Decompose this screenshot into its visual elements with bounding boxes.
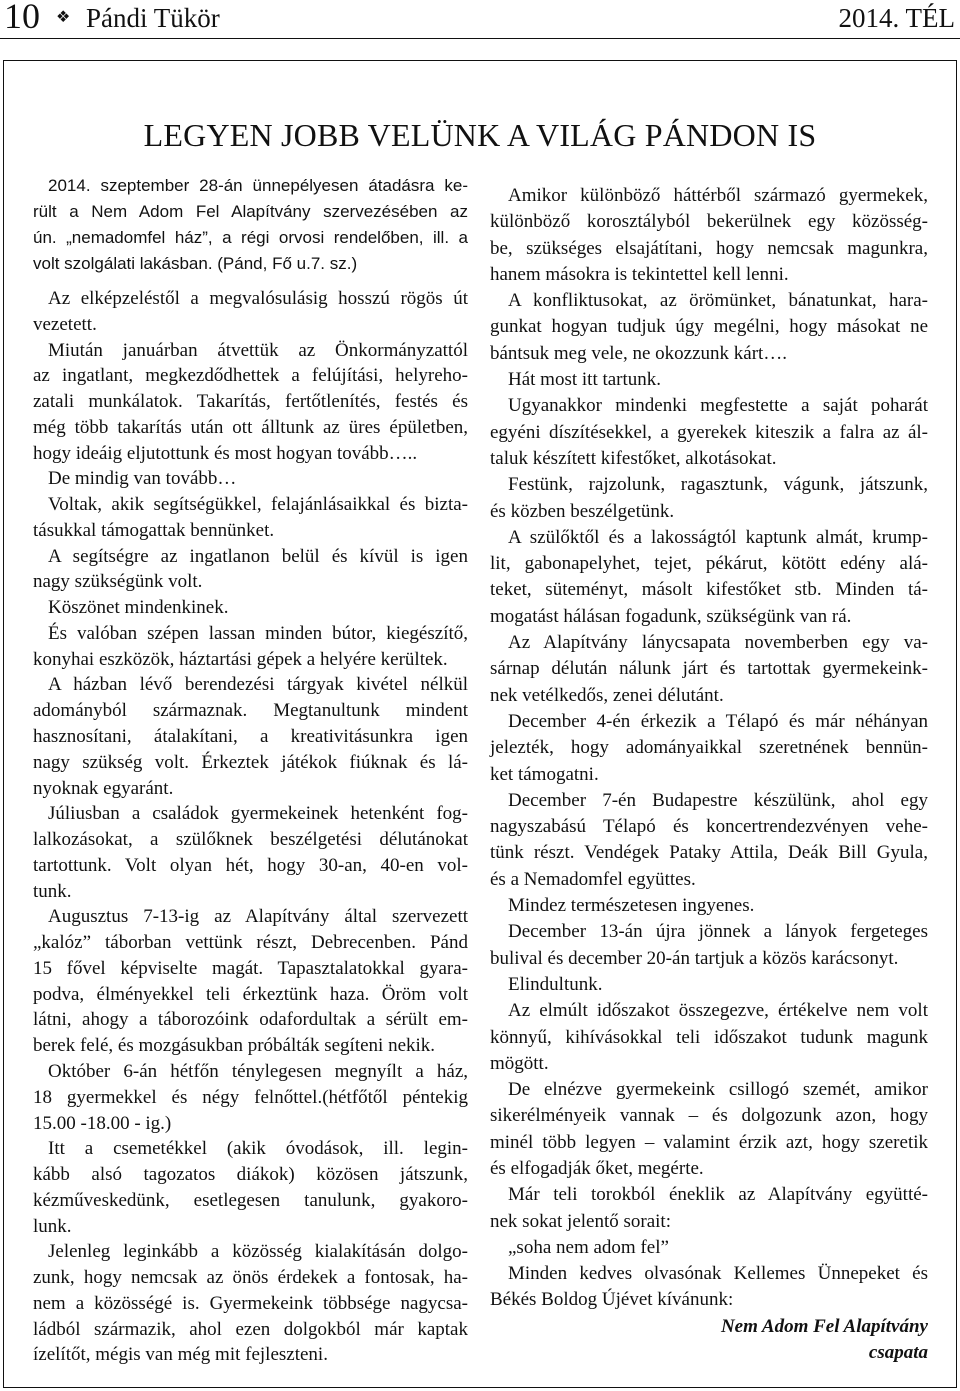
text-line: Október 6-án hétfőn ténylegesen megnyílt a ház, (48, 1060, 468, 1082)
text-line: Festünk, rajzolunk, ragasztunk, vágunk, játszunk, (508, 474, 928, 496)
text-line: az ingatlant, megkezdődhettek a felújítási, helyreho- (33, 365, 468, 387)
text-line: hogy ideáig eljutottunk és most hogyan tovább….. (33, 442, 418, 464)
paragraph (490, 525, 928, 630)
text-line: Köszönet mindenkinek. (48, 597, 229, 619)
text-line: rült a Nem Adom Fel Alapítvány szervezésében az (33, 202, 468, 221)
paragraph (33, 801, 468, 904)
paragraph (33, 173, 468, 277)
text-line: egyéni díszítésekkel, a gyerekek kiteszik a falra az ál- (490, 421, 928, 443)
text-line: Jelenleg leginkább a közösség kialakításán dolgo- (48, 1241, 468, 1263)
text-line: könnyű, kihívásokkal teli időszakot tudunk magunk (490, 1026, 928, 1048)
text-line: kézműveskedünk, esetlegesen tanulunk, gyakoro- (33, 1189, 468, 1211)
right-column (490, 183, 928, 1366)
text-line: lalkozásokat, a szülőknek beszélgetési délutánokat (33, 829, 468, 851)
text-line: És valóban szépen lassan minden bútor, kiegészítő, (48, 622, 468, 644)
paragraph (33, 338, 468, 467)
text-line: nek vetélkedős, zenei délutánt. (490, 684, 724, 706)
text-line: 15 fővel képviselte magát. Tapasztalatokkal gyara- (33, 957, 468, 979)
publication-name: Pándi Tükör (86, 3, 220, 33)
text-line: Amikor különböző háttérből származó gyermekek, (508, 185, 928, 206)
text-line: bántsuk meg vele, ne okozzunk kárt…. (490, 342, 788, 364)
paragraph (490, 630, 928, 709)
paragraph (33, 672, 468, 801)
paragraph (490, 1182, 928, 1235)
paragraph (33, 544, 468, 596)
paragraph (490, 893, 928, 919)
text-line: nagy szükségünk volt. (33, 571, 203, 593)
text-line: ket támogatni. (490, 763, 599, 785)
text-line: bulival és december 20-án tartjuk a közös karácsonyt. (490, 947, 899, 969)
text-line: A szülőktől és a lakosságtól kaptunk almát, krump- (508, 526, 928, 548)
text-line: Minden kedves olvasónak Kellemes Ünnepeket és (508, 1263, 928, 1285)
text-line: különböző korosztályból bekerülnek egy közösség- (490, 211, 928, 233)
text-line: A házban lévő berendezési tárgyak kivétel nélkül (48, 674, 468, 696)
paragraph (490, 972, 928, 998)
text-line: nek sokat jelentő sorait: (490, 1210, 671, 1232)
text-line: berek felé, és mozgásukban próbálták segíteni nekik. (33, 1035, 436, 1057)
text-line: zatali munkálatok. Takarítás, fertőtlenítés, festés és (33, 391, 468, 413)
text-line: A segítségre az ingatlanon belül és kívül is igen (48, 545, 468, 567)
text-line: Mindez természetesen ingyenes. (508, 895, 755, 917)
signature-line: Nem Adom Fel Alapítvány (720, 1315, 928, 1337)
paragraph (490, 1077, 928, 1182)
text-line: Elindultunk. (508, 973, 603, 995)
text-line: „soha nem adom fel” (508, 1236, 669, 1258)
text-line: ízelítőt, mégis van még mit fejleszteni. (33, 1344, 328, 1366)
paragraph (33, 1136, 468, 1239)
text-line: Júliusban a családok gyermekeinek hetenként fog- (48, 803, 468, 825)
text-line: lunk. (33, 1215, 72, 1237)
text-line: December 7-én Budapestre készülünk, ahol egy (508, 789, 928, 811)
text-line: Az elmúlt időszakot összegezve, értékelve nem volt (508, 1000, 928, 1022)
text-line: gunkat hogyan tudjuk úgy megélni, hogy másokat ne (490, 316, 928, 338)
paragraph (33, 904, 468, 1059)
text-line: Itt a csemetékkel (akik óvodások, ill. legin- (48, 1138, 468, 1160)
paragraph (33, 595, 468, 621)
text-line: Voltak, akik segítségükkel, felajánlásaikkal és bizta- (48, 494, 468, 516)
text-line: mogatást hálásan fogadunk, szükségünk van rá. (490, 605, 852, 627)
text-line: ún. „nemadomfel ház”, a régi orvosi rendelőben, ill. a (33, 228, 468, 247)
text-line: 2014. szeptember 28-án ünnepélyesen átadásra ke- (48, 176, 468, 195)
page-number: 10 (4, 0, 40, 36)
text-line: De mindig van tovább… (48, 468, 237, 490)
text-line: látni, ahogy a táborozóink odafordultak a sérült em- (33, 1009, 468, 1031)
text-line: Ugyanakkor mindenki megfestette a saját poharát (508, 395, 928, 417)
left-column-body (33, 173, 468, 1368)
text-line: sikerélményeik vannak – és dolgozunk azon, hogy (490, 1105, 928, 1127)
text-line: és közben beszélgetünk. (490, 500, 675, 522)
text-line: teket, süteményt, másolt kifestőket stb. Minden tá- (490, 579, 928, 601)
text-line: be, szükséges elsajátítani, hogy nemcsak magunkra, (490, 237, 928, 259)
text-line: Miután januárban átvettük az Önkormányzattól (48, 339, 468, 361)
text-line: konyhai eszközök, háztartási gépek a helyére kerültek. (33, 648, 448, 670)
paragraph (490, 393, 928, 472)
text-line: tunk. (33, 880, 72, 902)
text-line: Az elképzeléstől a megvalósulásig hosszú rögös út (48, 288, 468, 309)
text-line: Augusztus 7-13-ig az Alapítvány által szervezett (48, 906, 468, 928)
paragraph (490, 288, 928, 367)
text-line: tünk részt. Vendégek Pataky Attila, Deák Bill Gyula, (490, 842, 928, 864)
paragraph (490, 998, 928, 1077)
paragraph (33, 621, 468, 673)
paragraph (490, 1261, 928, 1314)
paragraph (33, 466, 468, 492)
text-line: minél több legyen – valamint érzik azt, hogy szeretik (490, 1131, 928, 1153)
text-line: 18 gyermekkel és négy felnőttel.(hétfőtől péntekig (33, 1086, 468, 1108)
paragraph (33, 1239, 468, 1368)
text-line: hasznosítani, átalakítani, a kreativitásunkra igen (33, 726, 468, 748)
left-column (33, 173, 468, 1368)
text-line: taluk készített kifestőket, alkotásokat. (490, 447, 777, 469)
text-line: nem a közösségé is. Gyermekeink többsége nagycsa- (33, 1292, 468, 1314)
header-rule (0, 38, 960, 39)
text-line: hanem másokra is tekintettel kell lenni. (490, 263, 789, 285)
text-line: nyoknak egyaránt. (33, 777, 174, 799)
paragraph (490, 919, 928, 972)
paragraph (33, 492, 468, 544)
signature-line: csapata (868, 1342, 928, 1364)
text-line: „kalóz” táborban vettünk részt, Debrecenben. Pánd (33, 932, 468, 954)
text-line: sárnap délután nálunk járt és tartottak gyermekeink- (490, 658, 928, 680)
paragraph (33, 1059, 468, 1136)
text-line: tartottunk. Volt olyan hét, hogy 30-an, 40-en vol- (33, 854, 468, 876)
text-line: De elnézve gyermekeink csillogó szemét, amikor (508, 1079, 928, 1101)
right-column-body (490, 183, 928, 1314)
text-line: lit, gabonapelyhet, tejet, pékárut, kötött edény alá- (490, 553, 928, 575)
text-line: Hát most itt tartunk. (508, 369, 662, 391)
text-line: még több takarítás után ott álltunk az üres épületben, (33, 416, 468, 438)
text-line: December 13-án újra jönnek a lányok fergeteges (508, 921, 928, 943)
text-line: jelezték, hogy adományaikkal szeretnének bennün- (490, 737, 928, 759)
text-line: kább alsó tagozatos diákok) közösen játszunk, (33, 1164, 468, 1186)
text-line: Békés Boldog Újévet kívánunk: (490, 1289, 734, 1311)
text-line: és a Nemadomfel együttes. (490, 868, 696, 890)
paragraph (490, 367, 928, 393)
paragraph (490, 1235, 928, 1261)
text-line: podva, élményekkel teli érkeztünk haza. Öröm volt (33, 983, 468, 1005)
text-line: 15.00 -18.00 - ig.) (33, 1112, 172, 1134)
signature (490, 1314, 928, 1367)
text-line: ládból származik, ahol ezen dolgokból már kaptak (33, 1318, 468, 1340)
text-line: December 4-én érkezik a Télapó és már néhányan (508, 710, 928, 732)
text-line: tásukkal támogattak bennünket. (33, 519, 275, 541)
text-line: vezetett. (33, 313, 97, 335)
issue-label: 2014. TÉL (838, 3, 955, 33)
text-line: A konfliktusokat, az örömünket, bánatunkat, hara- (508, 290, 928, 312)
ornament-icon: ❖ (56, 7, 71, 26)
paragraph (490, 788, 928, 893)
paragraph (490, 183, 928, 288)
text-line: adományból származnak. Megtanultunk mindent (33, 700, 468, 722)
text-line: zunk, hogy nemcsak az önös érdekek a fontosak, ha- (33, 1267, 468, 1289)
text-line: Az Alapítvány lánycsapata novemberben egy va- (508, 632, 928, 654)
text-line: mögött. (490, 1052, 549, 1074)
text-line: nagy szükség volt. Érkeztek játékok fiúknak és lá- (33, 751, 468, 773)
paragraph (33, 286, 468, 338)
paragraph (490, 472, 928, 525)
text-line: volt szolgálati lakásban. (Pánd, Fő u.7. sz.) (33, 254, 358, 273)
text-line: nagyszabású Télapó és koncertrendezvényen vehe- (490, 816, 928, 838)
article-title: LEGYEN JOBB VELÜNK A VILÁG PÁNDON IS (143, 117, 817, 153)
paragraph (490, 709, 928, 788)
text-line: Már teli torokból éneklik az Alapítvány együtté- (508, 1184, 928, 1206)
text-line: és elfogadják őket, megérte. (490, 1157, 704, 1179)
